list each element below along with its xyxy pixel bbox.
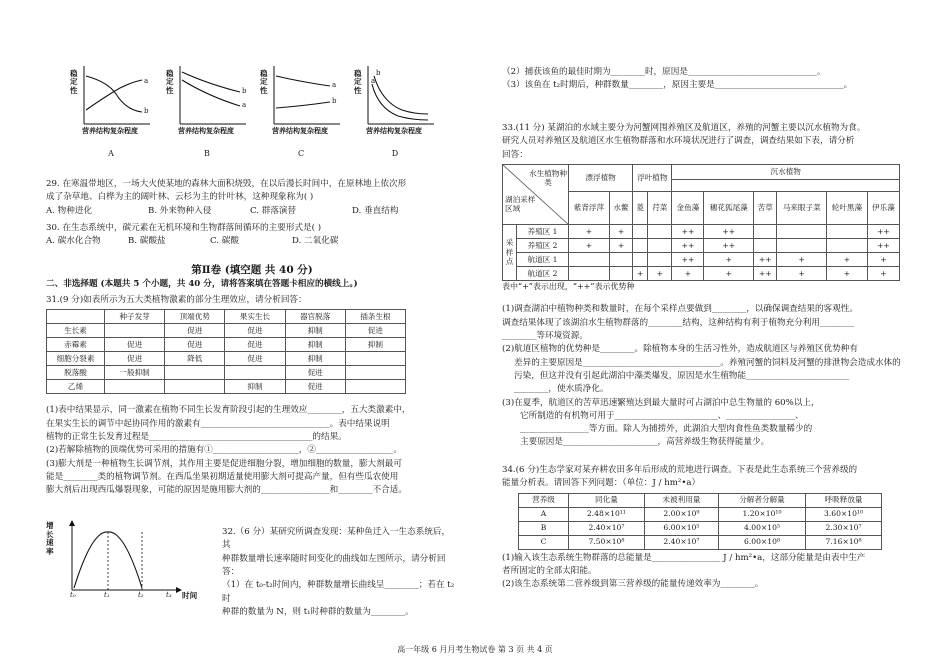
table-cell: + (672, 266, 704, 280)
q33-stem-3: 回答： (502, 149, 528, 160)
q29-stem: 29. 在寒温带地区，一场大火使某地的森林大面积烧毁，在以后漫长时间中，在原林地上依次形 (46, 179, 407, 189)
table-cell: ++ (867, 238, 899, 252)
q30-option-b[interactable]: B. 碳酸盐 (128, 236, 166, 247)
q32-part-2: （2）捕获该鱼的最佳时期为________时，原因是______________________________。 (502, 67, 826, 77)
q32-part-1b: 种群的数量为 N，则 t₁时种群的数量为________。 (222, 606, 414, 617)
table-header: 营养级 (519, 493, 569, 507)
table-cell: + (609, 224, 632, 238)
species-header: 水鳖 (609, 191, 632, 224)
table-header-row (47, 310, 406, 324)
table-cell: 2.00×10⁹ (644, 507, 718, 521)
q33-part-3c: ________________等方面。除人为捕捞外，此湖泊大型肉食性鱼类数量稀少的 (520, 424, 813, 435)
q30-options (46, 235, 458, 248)
q34-part-1b: 者所固定的全部太阳能。 (502, 565, 597, 576)
q29-option-a[interactable]: A. 物种进化 (46, 205, 93, 216)
table-cell (633, 238, 648, 252)
page-footer: 高一年级 6 月月考生物试卷 第 3 页 共 4 页 (397, 645, 553, 654)
curve-b (276, 102, 330, 108)
table-cell: + (609, 238, 632, 252)
tick-label: t₃ (166, 591, 172, 599)
table-cell (345, 352, 405, 366)
table-cell (648, 238, 672, 252)
table-cell: 促进 (285, 366, 345, 380)
table-cell: 1.20×10¹⁰ (718, 507, 805, 521)
table-cell: 抑制 (285, 324, 345, 338)
table-cell (569, 252, 610, 266)
table-cell: 7.50×10⁸ (569, 535, 645, 549)
section-subtitle: 二、非选择题 (本题共 5 个小题，共 40 分，请将答案填在答题卡相应的横线上。) (46, 279, 358, 289)
row-label: 养殖区 2 (517, 238, 569, 252)
q34-part-1: (1)输入该生态系统生物群落的总能量是________________ J / hm²•a，这部分能量是由表中生产 (502, 552, 866, 563)
table-cell (105, 380, 165, 394)
q32-stem: 32.（6 分）某研究所调查发现：某种鱼迁入一生态系统后，其 (222, 527, 451, 551)
table-cell: 3.60×10¹⁰ (806, 507, 882, 521)
table-cell: B (519, 521, 569, 535)
row-label: 航道区 1 (517, 252, 569, 266)
table-cell (633, 224, 648, 238)
table-cell (777, 238, 827, 252)
table-cell: 2.40×10⁷ (644, 535, 718, 549)
table-cell: + (704, 266, 754, 280)
table-header: 种子发芽 (105, 310, 165, 324)
curve-label-a: a (371, 77, 376, 85)
graph-xlabel: 营养结构复杂程度 (82, 126, 138, 135)
question-29 (46, 178, 458, 218)
tick-label: t₂ (138, 591, 144, 599)
spacer-cell (672, 180, 900, 191)
q33-part-1b: 调查结果体现了该湖泊水生植物群落的________结构，这种结构有利于植物充分利用________ (502, 317, 855, 328)
q30-stem: 30. 在生态系统中，碳元素在无机环境和生物群落间循环的主要形式是( ) (46, 223, 322, 233)
table-cell: C (519, 535, 569, 549)
graph-label: D (391, 149, 399, 158)
table-cell (827, 224, 868, 238)
table-cell: 抑制 (225, 380, 285, 394)
table-row (503, 238, 900, 252)
curve-a (372, 84, 428, 120)
curve-label-a: a (144, 77, 149, 85)
q31-stem: 31.(9 分)如表所示为五大类植物激素的部分生理效应，请分析回答： (46, 295, 307, 305)
table-cell: 抑制 (285, 338, 345, 352)
table-cell (609, 266, 632, 280)
table-cell: + (867, 252, 899, 266)
table-header (47, 310, 105, 324)
table-row (519, 521, 882, 535)
table-row (47, 352, 406, 366)
question-32-continued (502, 66, 910, 93)
table-cell: 6.00×10⁵ (644, 521, 718, 535)
curve-label-b: b (332, 97, 337, 105)
table-cell: 促进 (225, 324, 285, 338)
table-header-row (503, 164, 900, 180)
q31-part-2: (2)若解除植物的顶端优势可采用的措施有①____________________，②__________________。 (46, 445, 402, 456)
group-header: 沉水植物 (672, 164, 900, 180)
q31-part-1b: 在果实生长的调节中起协同作用的激素有______________________________。表中结果说明 (46, 418, 390, 429)
table-cell: 促进 (285, 380, 345, 394)
table-cell: 促进 (225, 352, 285, 366)
table-cell: 赤霉素 (47, 338, 105, 352)
graph-xlabel: 营养结构复杂程度 (366, 126, 422, 135)
table-cell: + (633, 266, 648, 280)
table-header: 插条生根 (345, 310, 405, 324)
q29-option-b[interactable]: B. 外来物种入侵 (148, 205, 212, 216)
table-cell: A (519, 507, 569, 521)
table-cell (754, 238, 777, 252)
graph-xlabel: 营养结构复杂程度 (272, 126, 328, 135)
q31-part-1: (1)表中结果显示，同一激素在植物不同生长发育阶段引起的生理效应________，五大类激素中， (46, 405, 411, 416)
table-cell: 7.16×10⁸ (806, 535, 882, 549)
tick-label: t₁ (104, 591, 110, 599)
row-label: 航道区 2 (517, 266, 569, 280)
table-cell: ++ (754, 252, 777, 266)
curve-b (86, 76, 142, 112)
table-cell: ++ (754, 266, 777, 280)
graph-label: C (297, 149, 305, 158)
table-header: 顶端优势 (165, 310, 225, 324)
table-corner-cell (503, 164, 569, 224)
graph-xlabel: 营养结构复杂程度 (178, 126, 234, 135)
table-cell (633, 252, 648, 266)
energy-table (518, 493, 882, 550)
plant-survey-table (502, 164, 900, 281)
growth-rate-graph (46, 518, 206, 604)
table-cell: 乙烯 (47, 380, 105, 394)
graph-c (258, 62, 344, 160)
table-cell: + (569, 224, 610, 238)
table-cell: 促进 (225, 338, 285, 352)
q32-stem-3: 答： (222, 566, 240, 577)
curve-b (374, 76, 428, 114)
table-note: 表中“+”表示出现，“++”表示优势种 (502, 281, 635, 291)
q33-part-3b: 它所制造的有机物可用于________________________、________________、 (520, 410, 804, 421)
q32-part-1: （1）在 t₀-t₂时间内，种群数量增长曲线呈________；若在 t₂时 (222, 580, 455, 604)
q29-option-c[interactable]: C. 群落演替 (250, 205, 297, 216)
q33-part-3: (3)在夏季，航道区的苦草迅速繁殖达到最大量时可占湖泊中总生物量的 60%以上， (502, 397, 820, 408)
table-row (47, 380, 406, 394)
table-cell (569, 266, 610, 280)
q33-part-1: (1)调查湖泊中植物种类和数量时，在每个采样点要做到________，以确保调查结果的客观性。 (502, 304, 858, 315)
table-cell (345, 380, 405, 394)
curve-label-a: a (332, 81, 337, 89)
q33-stem: 33.(11 分) 某湖泊的水域主要分为河蟹网围养殖区及航道区，养殖的河蟹主要以沉水植物为食。 (502, 123, 866, 133)
curve-b (182, 72, 240, 92)
table-cell (105, 324, 165, 338)
q33-stem-2: 研究人员对养殖区及航道区水生植物群落和水环境状况进行了调查，调查结果如下表，请分析 (502, 136, 855, 147)
species-header: 轮叶黑藻 (827, 191, 868, 224)
q31-part-3b: 能是________类的植物调节剂。在西瓜坐果初期适量使用膨大剂可提高产量，但有些瓜农使用 (46, 471, 399, 482)
table-cell: + (648, 266, 672, 280)
q32-stem-2: 种群数量增长速率随时间变化的曲线如左图所示，请分析回 (222, 553, 446, 564)
table-cell (777, 224, 827, 238)
table-header: 分解者分解量 (718, 493, 805, 507)
species-header: 马来眼子菜 (777, 191, 827, 224)
table-row (503, 224, 900, 238)
table-row (503, 266, 900, 280)
table-cell: 促进 (345, 324, 405, 338)
species-header: 伊乐藻 (867, 191, 899, 224)
species-header: 菱 (633, 191, 648, 224)
table-cell (165, 380, 225, 394)
right-column (502, 0, 910, 671)
table-cell: 促进 (105, 338, 165, 352)
table-header: 未被利用量 (644, 493, 718, 507)
table-header-row (519, 493, 882, 507)
q32-part-3: （3）该鱼在 t₂时期后，种群数量________，原因主要是______________________________。 (502, 80, 853, 91)
graph-ylabel: 稳定性 (70, 69, 78, 95)
table-row (47, 366, 406, 380)
table-cell: ++ (867, 224, 899, 238)
table-cell: + (827, 252, 868, 266)
table-cell: 促进 (165, 338, 225, 352)
table-cell: 促进 (165, 324, 225, 338)
table-row (519, 535, 882, 549)
table-cell: ++ (704, 224, 754, 238)
corner-bottom-label: 湖泊采样区域 (505, 194, 536, 214)
graph-a (68, 62, 154, 160)
graph-ylabel: 稳定性 (166, 69, 174, 95)
q29-stem-2: 成了杂草地、白桦为主的阔叶林、云杉为主的针叶林，这种现象称为( ) (46, 192, 314, 203)
table-cell (648, 252, 672, 266)
growth-xlabel: 时间 (182, 591, 198, 600)
group-header: 漂浮植物 (569, 164, 633, 191)
table-cell: 2.40×10⁷ (569, 521, 645, 535)
table-cell: 2.48×10¹¹ (569, 507, 645, 521)
table-cell: + (867, 266, 899, 280)
graph-label: B (204, 149, 210, 158)
table-row (47, 338, 406, 352)
q30-option-c[interactable]: C. 碳酸 (210, 236, 239, 247)
curve-label-b: b (144, 107, 149, 115)
q29-option-d[interactable]: D. 垂直结构 (352, 205, 399, 216)
table-row (503, 252, 900, 266)
table-cell: 一般抑制 (105, 366, 165, 380)
side-label: 采样点 (503, 224, 517, 280)
q33-part-2: (2)航道区植物的优势种是________。除植物本身的生活习性外，造成航道区与养殖区优势种有 (502, 344, 858, 355)
species-header: 苦草 (754, 191, 777, 224)
table-header: 果实生长 (225, 310, 285, 324)
table-header: 器官脱落 (285, 310, 345, 324)
table-row (47, 324, 406, 338)
q31-part-1c: 植物的正常生长发育过程是______________________________________的结果。 (46, 431, 347, 442)
table-cell: 细胞分裂素 (47, 352, 105, 366)
question-33 (502, 122, 910, 450)
curve-a (86, 80, 142, 110)
table-cell: 抑制 (285, 352, 345, 366)
curve-a (276, 76, 330, 86)
curve-label-b: b (242, 87, 247, 95)
species-header: 金鱼藻 (672, 191, 704, 224)
table-cell: 4.00×10⁵ (718, 521, 805, 535)
table-cell: ++ (672, 238, 704, 252)
hormone-table (46, 309, 406, 394)
question-32 (222, 526, 458, 619)
table-cell: 生长素 (47, 324, 105, 338)
graph-d (352, 62, 438, 160)
q33-part-2d: ________，使水质净化。 (514, 384, 609, 395)
table-cell: 抑制 (345, 338, 405, 352)
corner-top-label: 水生植物种类 (529, 168, 567, 188)
q29-options (46, 205, 458, 218)
table-row (519, 507, 882, 521)
table-cell: 2.30×10⁷ (806, 521, 882, 535)
table-cell: + (704, 252, 754, 266)
table-cell: ++ (704, 238, 754, 252)
section-title: 第Ⅱ卷 (填空题 共 40 分) (191, 264, 313, 276)
row-label: 养殖区 1 (517, 224, 569, 238)
question-34 (502, 464, 910, 592)
table-cell: ++ (672, 224, 704, 238)
q30-option-a[interactable]: A. 碳水化合物 (46, 236, 101, 247)
graph-ylabel: 稳定性 (260, 69, 268, 95)
table-cell: ++ (672, 252, 704, 266)
tick-label: t₀ (70, 591, 76, 599)
table-cell (754, 224, 777, 238)
table-cell (345, 366, 405, 380)
q31-part-3c: 膨大剂后出现西瓜爆裂现象，可能的原因是施用膨大剂的________________和________不合适。 (46, 485, 407, 496)
table-cell: 降低 (165, 352, 225, 366)
q34-stem: 34.(6 分)生态学家对某弃耕农田多年后形成的荒地进行调查。下表是此生态系统三个营养级的 (502, 465, 858, 475)
table-cell (648, 224, 672, 238)
table-cell: + (569, 238, 610, 252)
question-31 (46, 294, 458, 498)
table-cell: + (827, 266, 868, 280)
q33-part-1c: ________等环境资源。 (502, 330, 588, 341)
q33-part-2b: 差异的主要原因是________________________________。养殖河蟹的饲料及河蟹的排泄物会造成水体的 (514, 357, 901, 368)
q34-part-2: (2)该生态系统第二营养级到第三营养级的能量传递效率为________。 (502, 579, 764, 590)
species-header: 紫背浮萍 (569, 191, 610, 224)
graph-label: A (108, 149, 114, 158)
q30-option-d[interactable]: D. 二氧化碳 (292, 236, 339, 247)
question-30 (46, 222, 458, 249)
q31-part-3: (3)膨大剂是一种植物生长调节剂，其作用主要是促进细胞分裂，增加细胞的数量，膨大剂最可 (46, 458, 402, 469)
table-cell (225, 366, 285, 380)
table-cell (827, 238, 868, 252)
table-cell (165, 366, 225, 380)
table-cell (609, 252, 632, 266)
species-header: 穗花狐尾藻 (704, 191, 754, 224)
graph-b (164, 62, 250, 160)
curve-label-a: a (242, 101, 247, 109)
q33-part-2c: 污染，但这并没有引起此湖泊中藻类爆发，原因是水生植物能________________________ (514, 370, 850, 381)
left-column (46, 0, 458, 671)
growth-ylabel: 增长速率 (46, 521, 54, 557)
species-header: 荇菜 (648, 191, 672, 224)
stability-graphs (68, 62, 448, 160)
table-header: 同化量 (569, 493, 645, 507)
q34-stem-2: 能量分析表。请回答下列问题：（单位：J / hm²•a） (502, 478, 701, 489)
graph-ylabel: 稳定性 (354, 69, 362, 95)
table-cell: + (777, 252, 827, 266)
table-cell: 脱落酸 (47, 366, 105, 380)
q33-part-3d: 主要原因是______________________，高营养级生物获得能量少。 (520, 437, 770, 448)
group-header: 浮叶植物 (633, 164, 672, 191)
table-cell: 6.00×10⁸ (718, 535, 805, 549)
table-cell: + (777, 266, 827, 280)
curve-label-b: b (376, 69, 381, 77)
table-cell: 促进 (105, 352, 165, 366)
table-header: 呼吸释放量 (806, 493, 882, 507)
